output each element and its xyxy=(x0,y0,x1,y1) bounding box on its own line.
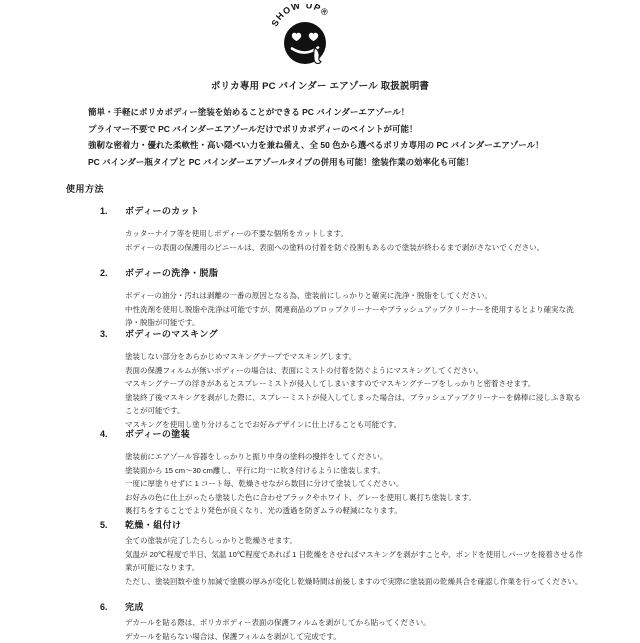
step-2 xyxy=(100,267,585,330)
step-heading xyxy=(100,205,585,217)
step-line: 塗装面から 15 cm～30 cm離し、平行に均一に吹き付けるように塗装します。 xyxy=(125,464,583,478)
show-up-logo xyxy=(263,4,347,66)
heart-eyes-smiley-icon xyxy=(263,4,347,66)
step-line: お好みの色に仕上がったら塗装した色に合わせブラックやホワイト、グレーを使用し裏打ち塗装します。 xyxy=(125,491,583,505)
step-body xyxy=(125,350,583,431)
step-number: 3. xyxy=(100,328,108,340)
step-1 xyxy=(100,205,585,254)
step-number: 4. xyxy=(100,428,108,440)
step-body xyxy=(125,534,583,588)
step-body xyxy=(125,450,583,518)
step-line: 裏打ちをすることでより発色が良くなり、光の透過を防ぎムラの軽減になります。 xyxy=(125,504,583,518)
intro-paragraph xyxy=(88,104,588,170)
step-line: デカールを貼る際は、ポリカボディー表面の保護フィルムを剥がしてから貼ってください。 xyxy=(125,616,583,630)
step-line: 全ての塗装が完了したらしっかりと乾燥させます。 xyxy=(125,534,583,548)
intro-line: 強靭な密着力・優れた柔軟性・高い隠ぺい力を兼ね備え、全 50 色から選べるポリカ専用の PC バインダーエアゾール！ xyxy=(88,137,588,154)
intro-line: PC バインダー瓶タイプと PC バインダーエアゾールタイプの併用も可能！塗装作業の効率化も可能！ xyxy=(88,154,588,171)
step-line: 塗装前にエアゾール容器をしっかりと振り中身の塗料の攪拌をしてください。 xyxy=(125,450,583,464)
step-line: マスキングテープの浮きがあるとスプレーミストが侵入してしまいますのでマスキングテープをしっかりと密着させます。 xyxy=(125,377,583,391)
step-body xyxy=(125,289,583,330)
step-line: 塗装終了後マスキングを剥がした際に、スプレーミストが侵入してしまった場合は、ブラッシュアップクリーナーを綿棒に浸しふき取ることが可能です。 xyxy=(125,391,583,418)
step-line: ただし、塗装回数や塗り加減で塗膜の厚みが変化し乾燥時間は前後しますので実際に塗装面の乾燥具合を確認し作業を行ってください。 xyxy=(125,575,583,589)
step-4 xyxy=(100,428,585,518)
step-body xyxy=(125,616,583,643)
step-5 xyxy=(100,519,585,588)
step-number: 2. xyxy=(100,267,108,279)
step-number: 5. xyxy=(100,519,108,531)
step-line: 表面の保護フィルムが無いボディーの場合は、表面にミストの付着を防ぐようにマスキングしてください。 xyxy=(125,364,583,378)
step-line: マスキングを使用し塗り分けることでお好みデザインに仕上げることも可能です。 xyxy=(125,418,583,432)
step-line: ボディーの表面の保護用のビニールは、表面への塗料の付着を防ぐ役割もあるので塗装が終わるまで剥がさないでください。 xyxy=(125,241,583,255)
step-number: 6. xyxy=(100,601,108,613)
step-heading xyxy=(100,519,585,531)
intro-line: プライマー不要で PC バインダーエアゾールだけでポリカボディーのペイントが可能！ xyxy=(88,121,588,138)
step-title: ボディーのカット xyxy=(125,206,199,216)
step-line: 気温が 20℃程度で半日、気温 10℃程度であれば 1 日乾燥をさせればマスキングを剥がすことや、ボンドを使用しパーツを接着させる作業が可能になります。 xyxy=(125,548,583,575)
step-title: ボディーのマスキング xyxy=(125,329,218,339)
step-heading xyxy=(100,601,585,613)
step-line: ボディーの油分・汚れは剥離の一番の原因となる為、塗装前にしっかりと確実に洗浄・脱脂をしてください。 xyxy=(125,289,583,303)
page-title: ポリカ専用 PC バインダー エアゾール 取扱説明書 xyxy=(0,78,640,92)
step-title: 完成 xyxy=(125,602,144,612)
step-heading xyxy=(100,267,585,279)
step-line: 一度に厚塗りせずに 1 コート毎、乾燥させながら数回に分けて塗装してください。 xyxy=(125,477,583,491)
step-line: 中性洗剤を使用し脱脂や洗浄は可能ですが、関連商品のプロップクリーナーやブラッシュアップクリーナーを使用するとより確実な洗浄・脱脂が可能です。 xyxy=(125,303,583,330)
step-line: カッターナイフ等を使用しボディーの不要な個所をカットします。 xyxy=(125,227,583,241)
step-heading xyxy=(100,428,585,440)
intro-line: 簡単・手軽にポリカボディー塗装を始めることができる PC バインダーエアゾール！ xyxy=(88,104,588,121)
step-line: デカールを貼らない場合は、保護フィルムを剥がして完成です。 xyxy=(125,630,583,643)
logo-brand-text: SHOW UP® xyxy=(269,4,331,28)
step-title: ボディーの塗装 xyxy=(125,429,190,439)
step-heading xyxy=(100,328,585,340)
step-3 xyxy=(100,328,585,431)
usage-section-heading: 使用方法 xyxy=(66,182,104,195)
step-number: 1. xyxy=(100,205,108,217)
step-body xyxy=(125,227,583,254)
step-title: 乾燥・組付け xyxy=(125,520,181,530)
step-title: ボディーの洗浄・脱脂 xyxy=(125,268,218,278)
step-6 xyxy=(100,601,585,643)
step-line: 塗装しない部分をあらかじめマスキングテープでマスキングします。 xyxy=(125,350,583,364)
